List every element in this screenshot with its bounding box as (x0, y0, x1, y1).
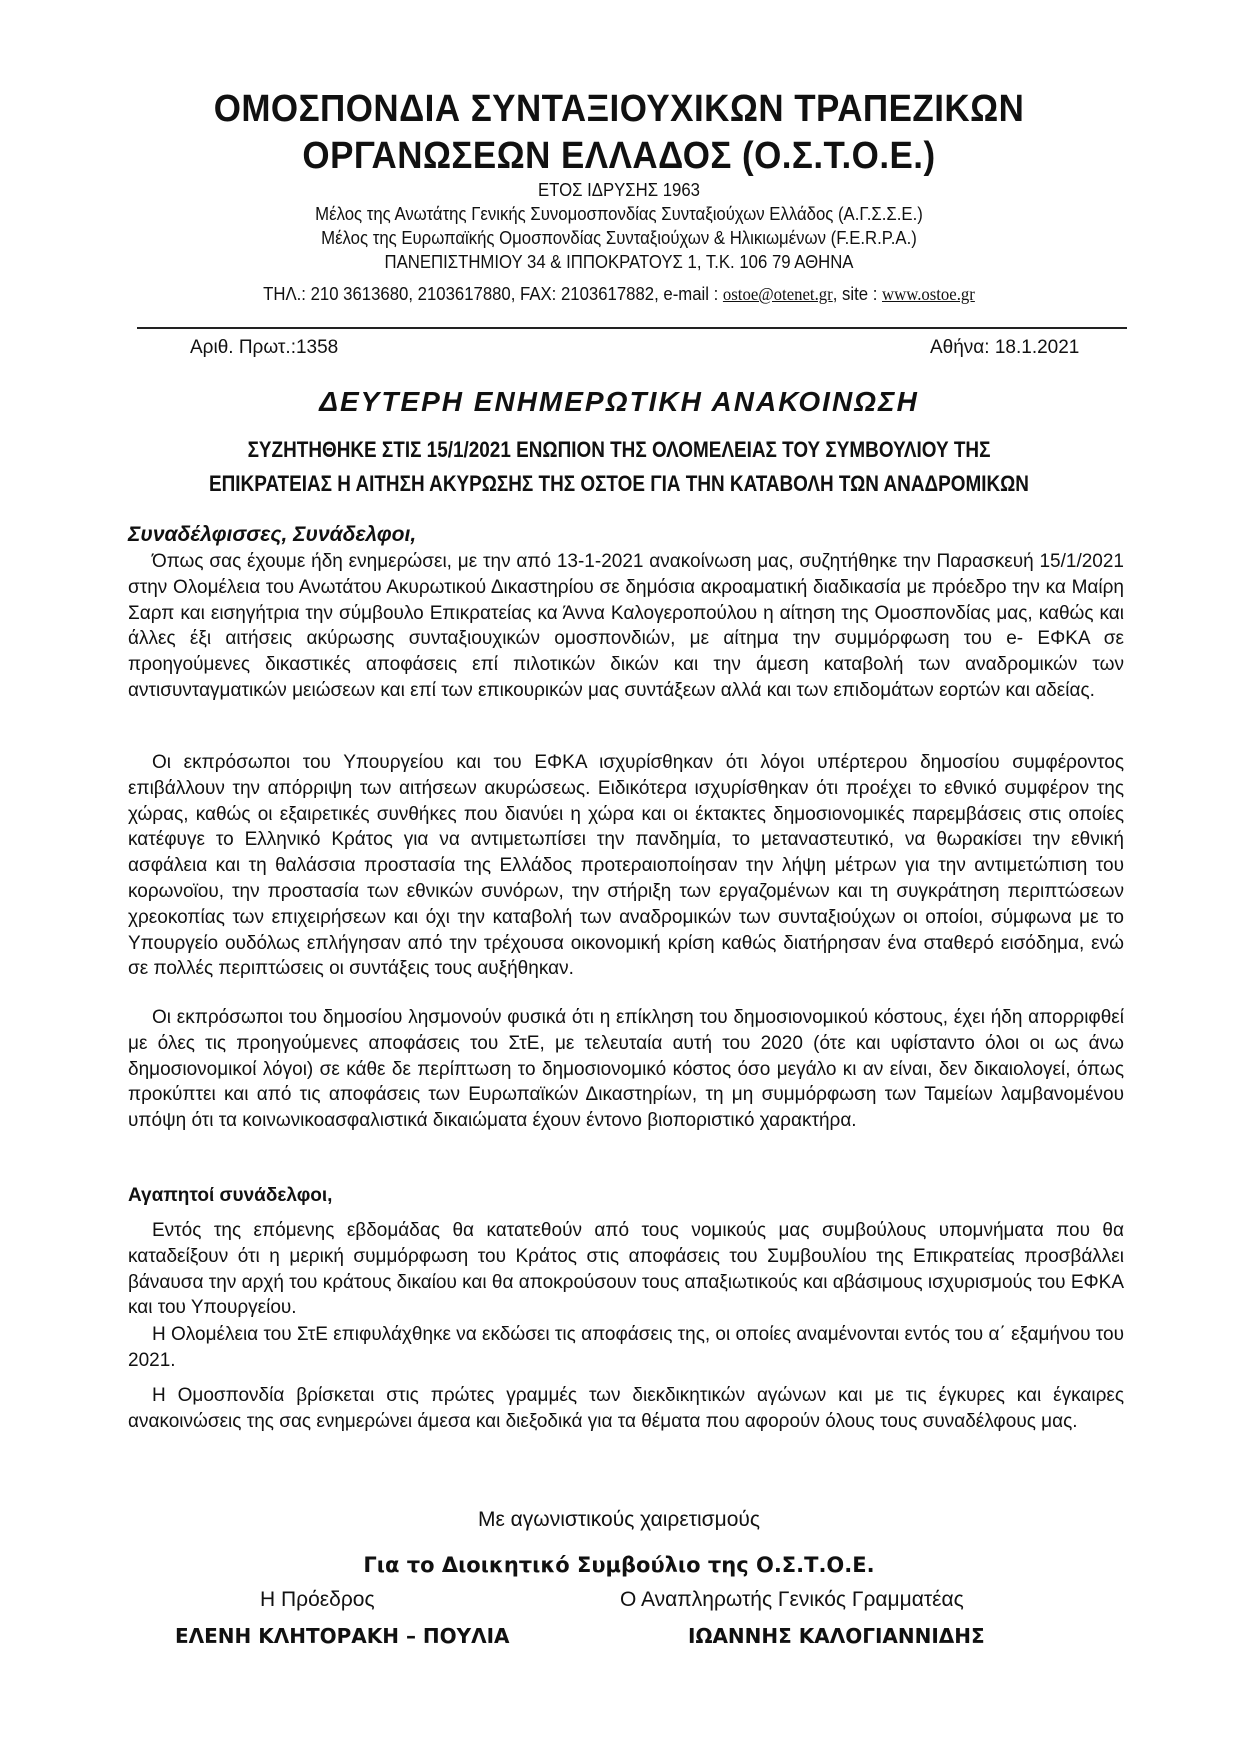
org-name-line1: ΟΜΟΣΠΟΝΔΙΑ ΣΥΝΤΑΞΙΟΥΧΙΚΩΝ ΤΡΑΠΕΖΙΚΩΝ (213, 88, 1025, 130)
contact-phones: ΤΗΛ.: 210 3613680, 2103617880, FAX: 2103617882, e-mail : (263, 284, 723, 304)
membership-ferpa: Μέλος της Ευρωπαϊκής Ομοσπονδίας Συνταξιούχων & Ηλικιωμένων (F.E.R.P.A.) (321, 228, 917, 248)
paragraph-6: Η Ομοσπονδία βρίσκεται στις πρώτες γραμμές των διεκδικητικών αγώνων και με τις έγκυρες και έγκαιρες ανακοινώσεις της σας ενημερώνει άμεσα και διεξοδικά για τα θέματα που αφορούν όλους τους συναδέλφους μας. (128, 1385, 1124, 1432)
president-role: Η Πρόεδρος (260, 1588, 375, 1611)
site-label: , site : (832, 284, 883, 304)
founded-year: ΕΤΟΣ ΙΔΡΥΣΗΣ 1963 (538, 180, 700, 200)
email-link[interactable]: ostoe@otenet.gr (722, 284, 833, 304)
subtitle-line1: ΣΥΖΗΤΗΘΗΚΕ ΣΤΙΣ 15/1/2021 ΕΝΩΠΙΟΝ ΤΗΣ ΟΛΟΜΕΛΕΙΑΣ ΤΟΥ ΣΥΜΒΟΥΛΙΟΥ ΤΗΣ (247, 437, 991, 462)
paragraph-4: Εντός της επόμενης εβδομάδας θα κατατεθούν από τους νομικούς μας συμβούλους υπομνήματα που θα καταδείξουν ότι η μερική συμμόρφωση του Κράτος στις αποφάσεις του Συμβουλίου της Επικρατείας προσβάλλει βάναυσα την αρχή του κράτους δικαίου και θα αποκρούσουν τους απαξιωτικούς και αβάσιμους ισχυρισμούς του ΕΦΚΑ και του Υπουργείου. (128, 1220, 1124, 1319)
board-signature: Για το Διοικητικό Συμβούλιο της Ο.Σ.Τ.Ο.Ε. (363, 1553, 875, 1577)
document-date: Αθήνα: 18.1.2021 (930, 337, 1080, 358)
address: ΠΑΝΕΠΙΣΤΗΜΙΟΥ 34 & ΙΠΠΟΚΡΑΤΟΥΣ 1, Τ.Κ. 106 79 ΑΘΗΝΑ (384, 252, 854, 272)
secretary-role: Ο Αναπληρωτής Γενικός Γραμματέας (620, 1588, 964, 1611)
secretary-name: ΙΩΑΝΝΗΣ ΚΑΛΟΓΙΑΝΝΙΔΗΣ (688, 1624, 985, 1648)
paragraph-3: Οι εκπρόσωποι του δημοσίου λησμονούν φυσικά ότι η επίκληση του δημοσιονομικού κόστους, έχει ήδη απορριφθεί με όλες τις προηγούμενες αποφάσεις του ΣτΕ, με τελευταία αυτή του 2020 (ότε και υφίσταντο όλοι οι ως άνω δημοσιονομικοί λόγοι) σε κάθε δε περίπτωση το δημοσιονομικό κόστος όσο μεγάλο κι αν είναι, δεν δικαιολογεί, όπως προκύπτει και από τις αποφάσεις των Ευρωπαϊκών Δικαστηρίων, τη μη συμμόρφωση των Ταμείων λαμβανομένου υπόψη ότι τα κοινωνικοασφαλιστικά δικαιώματα έχουν έντονο βιοποριστικό χαρακτήρα. (128, 1007, 1124, 1132)
subtitle-line2: ΕΠΙΚΡΑΤΕΙΑΣ Η ΑΙΤΗΣΗ ΑΚΥΡΩΣΗΣ ΤΗΣ ΟΣΤΟΕ ΓΙΑ ΤΗΝ ΚΑΤΑΒΟΛΗ ΤΩΝ ΑΝΑΔΡΟΜΙΚΩΝ (209, 471, 1029, 496)
protocol-number: Αριθ. Πρωτ.:1358 (190, 337, 339, 358)
contact-line (43, 284, 1194, 305)
paragraph-1: Όπως σας έχουμε ήδη ενημερώσει, με την από 13-1-2021 ανακοίνωση μας, συζητήθηκε την Παρασκευή 15/1/2021 στην Ολομέλεια του Ανωτάτου Ακυρωτικού Δικαστηρίου σε δημόσια ακροαματική διαδικασία με πρόεδρο την κα Μαίρη Σαρπ και εισηγήτρια την σύμβουλο Επικρατείας κα Άννα Καλογεροπούλου η αίτηση της Ομοσπονδίας μας, καθώς και άλλες έξι αιτήσεις ακύρωσης συνταξιουχικών ομοσπονδιών, με αίτημα την συμμόρφωση του e- ΕΦΚΑ σε προηγούμενες δικαστικές αποφάσεις επί πιλοτικών δικών και την άμεση καταβολή των αναδρομικών των αντισυνταγματικών μειώσεων και επί των επικουρικών μας συντάξεων αλλά και των επιδομάτων εορτών και αδείας. (128, 551, 1124, 701)
paragraph-2: Οι εκπρόσωποι του Υπουργείου και του ΕΦΚΑ ισχυρίσθηκαν ότι λόγοι υπέρτερου δημοσίου συμφέροντος επιβάλλουν την απόρριψη των αιτήσεων ακυρώσεως. Ειδικότερα ισχυρίσθηκαν ότι προέχει το εθνικό συμφέρον της χώρας, καθώς οι εξαιρετικές συνθήκες που διανύει η χώρα και οι έκτακτες δημοσιονομικές παρεμβάσεις στις οποίες κατέφυγε το Ελληνικό Κράτος για να αντιμετωπίσει την πανδημία, το μεταναστευτικό, να θωρακίσει την εθνική ασφάλεια και τη θαλάσσια προστασία της Ελλάδος προτεραιοποίησαν την λήψη μέτρων για την αντιμετώπιση του κορωνοϊου, την προστασία των εθνικών συνόρων, την στήριξη των εργαζομένων και τη συγκράτηση περιπτώσεων χρεοκοπίας των επιχειρήσεων και όχι την καταβολή των αναδρομικών των συνταξιούχων οι οποίοι, σύμφωνα με το Υπουργείο ουδόλως επλήγησαν από την τρέχουσα οικονομική κρίση καθώς διατήρησαν ένα σταθερό εισόδημα, ενώ σε πολλές περιπτώσεις οι συντάξεις τους αυξήθηκαν. (128, 752, 1124, 980)
org-name-line2: ΟΡΓΑΝΩΣΕΩΝ ΕΛΛΑΔΟΣ (Ο.Σ.Τ.Ο.Ε.) (302, 135, 936, 177)
greeting-2: Αγαπητοί συνάδελφοι, (128, 1185, 333, 1206)
membership-agsse: Μέλος της Ανωτάτης Γενικής Συνομοσπονδίας Συνταξιούχων Ελλάδος (Α.Γ.Σ.Σ.Ε.) (315, 204, 923, 224)
website-link[interactable]: www.ostoe.gr (882, 284, 975, 304)
document-title: ΔΕΥΤΕΡΗ ΕΝΗΜΕΡΩΤΙΚΗ ΑΝΑΚΟΙΝΩΣΗ (319, 386, 919, 417)
paragraph-5: Η Ολομέλεια του ΣτΕ επιφυλάχθηκε να εκδώσει τις αποφάσεις της, οι οποίες αναμένονται εντός του α΄ εξαμήνου του 2021. (128, 1324, 1124, 1371)
closing-salutation: Με αγωνιστικούς χαιρετισμούς (477, 1508, 761, 1531)
greeting: Συναδέλφισσες, Συνάδελφοι, (128, 523, 417, 546)
header-divider (137, 327, 1127, 329)
president-name: ΕΛΕΝΗ ΚΛΗΤΟΡΑΚΗ – ΠΟΥΛΙΑ (175, 1624, 510, 1648)
